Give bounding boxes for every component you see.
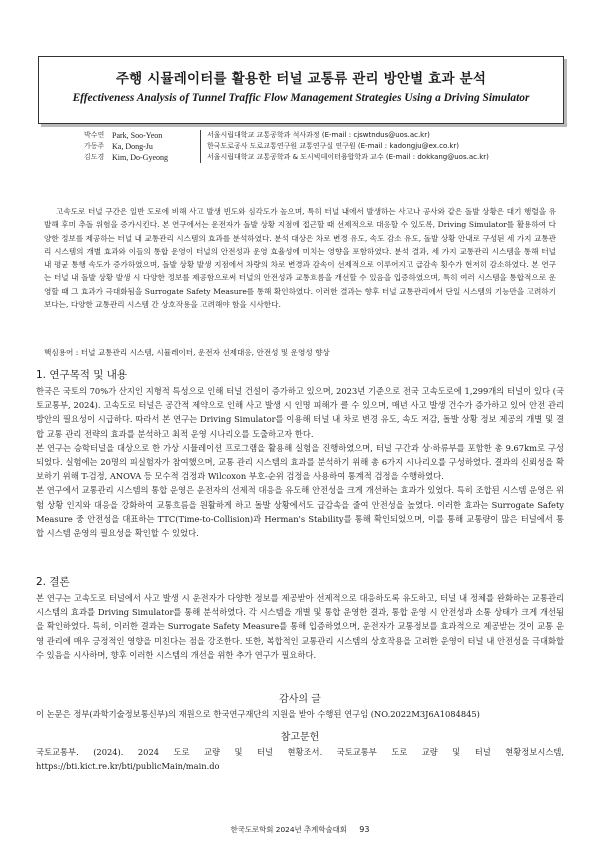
title-english: Effectiveness Analysis of Tunnel Traffic Flow Management Strategies Using a Driving Simulator [72, 92, 530, 104]
author-divider [200, 152, 201, 163]
author-name-korean: 박수연 [84, 131, 105, 139]
author-name-english: Ka, Dong-Ju [112, 142, 153, 151]
author-divider [200, 141, 201, 152]
author-name-korean: 김도경 [84, 153, 105, 161]
title-box [38, 56, 564, 124]
author-name-korean: 가동주 [84, 142, 105, 150]
author-divider [200, 130, 201, 141]
abstract [44, 205, 556, 311]
author-affiliation: 서울시립대학교 교통공학과 & 도시빅데이터융합학과 교수 (E-mail : dokkang@uos.ac.kr) [207, 153, 489, 161]
paragraph: 본 연구에서 교통관리 시스템의 통합 운영은 운전자의 선제적 대응을 유도해 안전성을 크게 개선하는 효과가 있었다. 특히 조합된 시스템 운영은 위험 상황 인지와 대응을 강화하여 교통흐름을 원활하게 하고 돌발 상황에서도 급감속을 줄여 안전성을 높였다. 이러한 효과는 Surrogate Safety Measure 중 안전성을 대표하는 TTC(Time-to-Collision)과 Herman's Stability를 통해 확인되었으며, 이를 통해 교통량이 많은 터널에서 통합 시스템 운영의 필요성을 확인할 수 있었다. [36, 485, 564, 539]
section-body-conclusion [36, 591, 564, 662]
acknowledgment-text: 이 논문은 정부(과학기술정보통신부)의 재원으로 한국연구재단의 지원을 받아 수행된 연구임 (NO.2022M3J6A1084845) [36, 709, 480, 719]
author-row [84, 130, 564, 141]
paragraph: 본 연구는 승학터널을 대상으로 한 가상 시뮬레이션 프로그램을 활용해 실험을 진행하였으며, 터널 구간과 상·하류부를 포함한 총 9.67km로 구성되었다. 실험에는 20명의 피실험자가 참여했으며, 교통 관리 시스템의 효과를 분석하기 위해 총 6가지 시나리오를 구성하였다. 결과의 신뢰성을 확보하기 위해 T-검정, ANOVA 등 모수적 검정과 Wilcoxon 부호-순위 검정을 사용하여 통계적 검정을 수행하였다. [36, 442, 564, 482]
paragraph: 본 연구는 고속도로 터널에서 사고 발생 시 운전자가 다양한 정보를 제공받아 선제적으로 대응하도록 유도하고, 터널 내 정체를 완화하는 교통관리 시스템의 효과를 Driving Simulator를 통해 분석하였다. 각 시스템을 개별 및 통합 운영한 결과, 통합 운영 시 안전성과 소통 상태가 크게 개선됨을 확인하였다. 특히, 이러한 결과는 Surrogate Safety Measure를 통해 입증하였으며, 운전자가 교통정보를 효과적으로 제공받는 것이 교통 운영 관리에 매우 긍정적인 영향을 미친다는 점을 강조한다. 또한, 복합적인 교통관리 시스템의 상호작용을 고려한 운영이 터널 내 안전성을 극대화할 수 있음을 시사하며, 향후 이러한 시스템의 개선을 위한 추가 연구가 필요하다. [36, 593, 564, 660]
section-heading-conclusion: 2. 결론 [36, 576, 70, 588]
references-heading: 참고문헌 [280, 732, 320, 743]
reference-item: 국토교통부. (2024). 2024 도로 교량 및 터널 현황조서. 국토교통부 도로 교량 및 터널 현황정보시스템, https://bti.kict.re.kr/bti/publicMain/main.do [36, 747, 564, 771]
author-affiliation: 한국도로공사 도로교통연구원 교통연구실 연구원 (E-mail : kadongju@ex.co.kr) [207, 142, 460, 150]
keywords: 핵심용어 : 터널 교통관리 시스템, 시뮬레이터, 운전자 선제대응, 안전성 및 운영성 향상 [44, 348, 330, 357]
author-row [84, 141, 564, 152]
author-row [84, 152, 564, 163]
conference-name: 한국도로학회 2024년 추계학술대회 [230, 825, 347, 834]
section-heading-purpose: 1. 연구목적 및 내용 [36, 369, 128, 381]
title-korean: 주행 시뮬레이터를 활용한 터널 교통류 관리 방안별 효과 분석 [115, 71, 487, 87]
author-affiliation: 서울시립대학교 교통공학과 석사과정 (E-mail : cjswtndus@uos.ac.kr) [207, 131, 430, 139]
author-name-english: Park, Soo-Yeon [112, 131, 163, 140]
author-list [84, 130, 564, 163]
page-footer [0, 824, 600, 835]
author-name-english: Kim, Do-Gyeong [112, 153, 168, 162]
page-number: 93 [359, 825, 370, 834]
paragraph: 한국은 국토의 70%가 산지인 지형적 특성으로 인해 터널 건설이 증가하고 있으며, 2023년 기준으로 전국 고속도로에 1,299개의 터널이 있다 (국토교통부, 2024). 고속도로 터널은 공간적 제약으로 인해 사고 발생 시 인명 피해가 클 수 있으며, 매년 사고 발생 건수가 증가하고 있어 안전 관리 방안의 필요성이 시급하다. 따라서 본 연구는 Driving Simulator를 이용해 터널 내 차로 변경 유도, 속도 저감, 돌발 상황 정보 제공의 개별 및 결합 교통 관리 전략의 효과를 분석하고 최적 운영 시나리오를 도출하고자 한다. [36, 386, 564, 439]
section-body-purpose [36, 384, 564, 540]
acknowledgment-heading: 감사의 글 [279, 694, 321, 705]
abstract-text: 고속도로 터널 구간은 일반 도로에 비해 사고 발생 빈도와 심각도가 높으며, 특히 터널 내에서 발생하는 사고나 공사와 같은 돌발 상황은 대기 행렬을 유발해 후미 추돌 위험을 증가시킨다. 본 연구에서는 운전자가 돌발 상황 지점에 접근할 때 선제적으로 대응할 수 있도록, Driving Simulator를 활용하여 다양한 정보를 제공하는 터널 내 교통관리 시스템의 효과를 분석하였다. 분석 대상은 차로 변경 유도, 속도 감소 유도, 돌발 상황 안내로 구성된 세 가지 교통관리 시스템의 개별 효과와 이들의 통합 운영이 터널의 안전성과 운영 효율성에 미치는 영향을 포함하였다. 분석 결과, 세 가지 교통관리 시스템을 통해 터널 내 평균 통행 속도가 증가하였으며, 돌발 상황 발생 지점에서 차량의 차로 변경과 감속이 선제적으로 이루어지고 급감속 횟수가 현저히 감소하였다. 본 연구는 터널 내 돌발 상황 발생 시 다양한 정보를 제공함으로써 터널의 안전성과 교통흐름을 개선할 수 있음을 입증하였으며, 특히 여러 시스템을 통합적으로 운영할 때 그 효과가 극대화됨을 Surrogate Safety Measure를 통해 확인하였다. 이러한 결과는 향후 터널 교통관리에서 단일 시스템의 기능만을 고려하기보다는, 다양한 교통관리 시스템 간 상호작용을 고려해야 함을 시사한다. [44, 207, 556, 310]
